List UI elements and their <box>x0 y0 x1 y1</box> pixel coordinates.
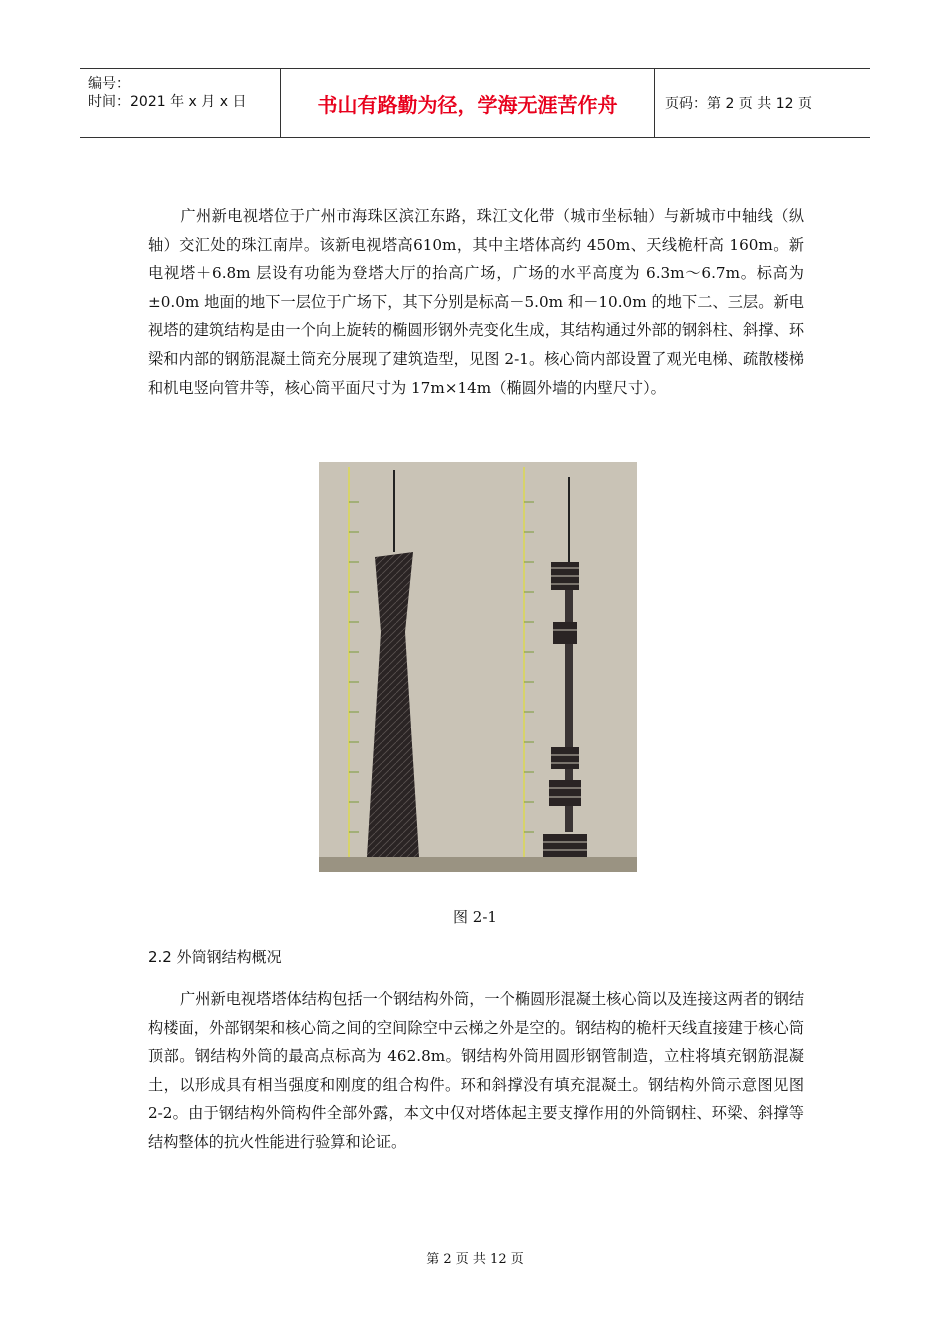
figure-caption: 图 2-1 <box>453 908 497 926</box>
body-paragraph-2 <box>148 985 804 1157</box>
document-number-label: 编号： <box>88 76 130 92</box>
document-time-label: 时间：2021 年 x 月 x 日 <box>88 94 247 110</box>
tower-elevation-image <box>319 462 637 872</box>
header-page-info: 页码：第 2 页 共 12 页 <box>665 96 812 112</box>
header-motto-cell <box>281 69 655 137</box>
header-page-cell <box>655 69 870 137</box>
paragraph-1-text: 广州新电视塔位于广州市海珠区滨江东路，珠江文化带（城市坐标轴）与新城市中轴线（纵轴）交汇处的珠江南岸。该新电视塔高610m，其中主塔体高约 450m、天线桅杆高 160m。新电视塔＋6.8m 层设有功能为登塔大厅的抬高广场，广场的水平高度为 6.3m～6.7m。标高为±0.0m 地面的地下一层位于广场下，其下分别是标高－5.0m 和－10.0m 的地下二、三层。新电视塔的建筑结构是由一个向上旋转的椭圆形钢外壳变化生成，其结构通过外部的钢斜柱、斜撑、环梁和内部的钢筋混凝土筒充分展现了建筑造型，见图 2-1。核心筒内部设置了观光电梯、疏散楼梯和机电竖向管井等，核心筒平面尺寸为 17m×14m（椭圆外墙的内壁尺寸）。 <box>148 207 804 397</box>
body-paragraph-1 <box>148 202 804 402</box>
header-motto: 书山有路勤为径，学海无涯苦作舟 <box>317 92 618 117</box>
header-left-cell <box>80 69 281 137</box>
section-heading: 2.2 外筒钢结构概况 <box>148 948 282 966</box>
paragraph-2-text: 广州新电视塔塔体结构包括一个钢结构外筒，一个椭圆形混凝土核心筒以及连接这两者的钢结构楼面，外部钢架和核心筒之间的空间除空中云梯之外是空的。钢结构的桅杆天线直接建于核心筒顶部。钢结构外筒的最高点标高为 462.8m。钢结构外筒用圆形钢管制造，立柱将填充钢筋混凝土，以形成具有相当强度和刚度的组合构件。环和斜撑没有填充混凝土。钢结构外筒示意图见图 2-2。由于钢结构外筒构件全部外露，本文中仅对塔体起主要支撑作用的外筒钢柱、环梁、斜撑等结构整体的抗火性能进行验算和论证。 <box>148 990 804 1151</box>
page-footer: 第 2 页 共 12 页 <box>426 1252 524 1267</box>
tower-elevation-figure <box>319 462 637 872</box>
page-header <box>80 68 870 138</box>
